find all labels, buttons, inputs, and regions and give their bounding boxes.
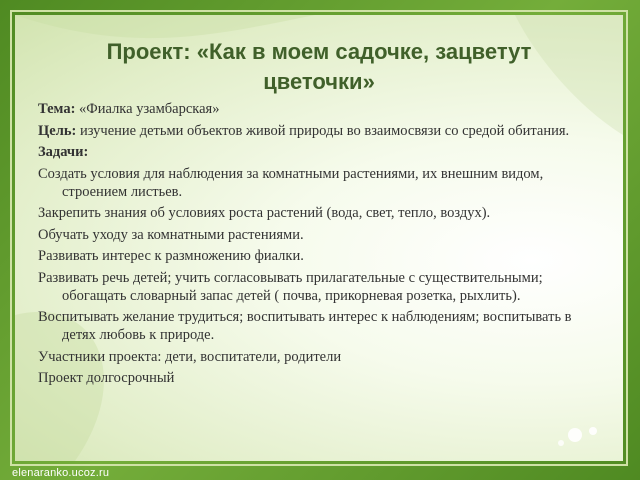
goal-text: изучение детьми объектов живой природы во взаимосвязи со средой обитания. xyxy=(76,122,570,139)
participants-line: Участники проекта: дети, воспитатели, родители xyxy=(38,348,342,365)
task-item: Развивать речь детей; учить согласовывать прилагательные с существительными; обогащать словарный запас детей ( почва, прикорневая розетка, рыхлить). xyxy=(38,269,543,304)
bokeh-dot xyxy=(589,427,597,435)
bokeh-dot xyxy=(568,428,582,442)
goal-label: Цель: xyxy=(38,122,77,139)
task-item: Закрепить знания об условиях роста растений (вода, свет, тепло, воздух). xyxy=(38,205,491,221)
theme-text: «Фиалка узамбарская» xyxy=(75,101,220,117)
task-item: Обучать уходу за комнатными растениями. xyxy=(38,226,304,243)
site-watermark: elenaranko.ucoz.ru xyxy=(12,467,110,479)
task-item: Создать условия для наблюдения за комнатными растениями, их внешним видом, строением листьев. xyxy=(38,165,544,200)
slide-panel xyxy=(15,15,623,461)
duration-line: Проект долгосрочный xyxy=(38,370,175,386)
slide-title: Проект: «Как в моем садочке, зацветут цветочки» xyxy=(106,39,532,94)
task-item: Развивать интерес к размножению фиалки. xyxy=(38,248,304,264)
tasks-label: Задачи: xyxy=(38,144,89,160)
goal-line xyxy=(38,122,608,140)
slide-content xyxy=(38,100,608,391)
task-item: Воспитывать желание трудиться; воспитывать интерес к наблюдениям; воспитывать в детях любовь к природе. xyxy=(38,309,572,343)
bokeh-dot xyxy=(558,440,564,446)
theme-line xyxy=(38,100,608,118)
theme-label: Тема: xyxy=(38,101,76,117)
